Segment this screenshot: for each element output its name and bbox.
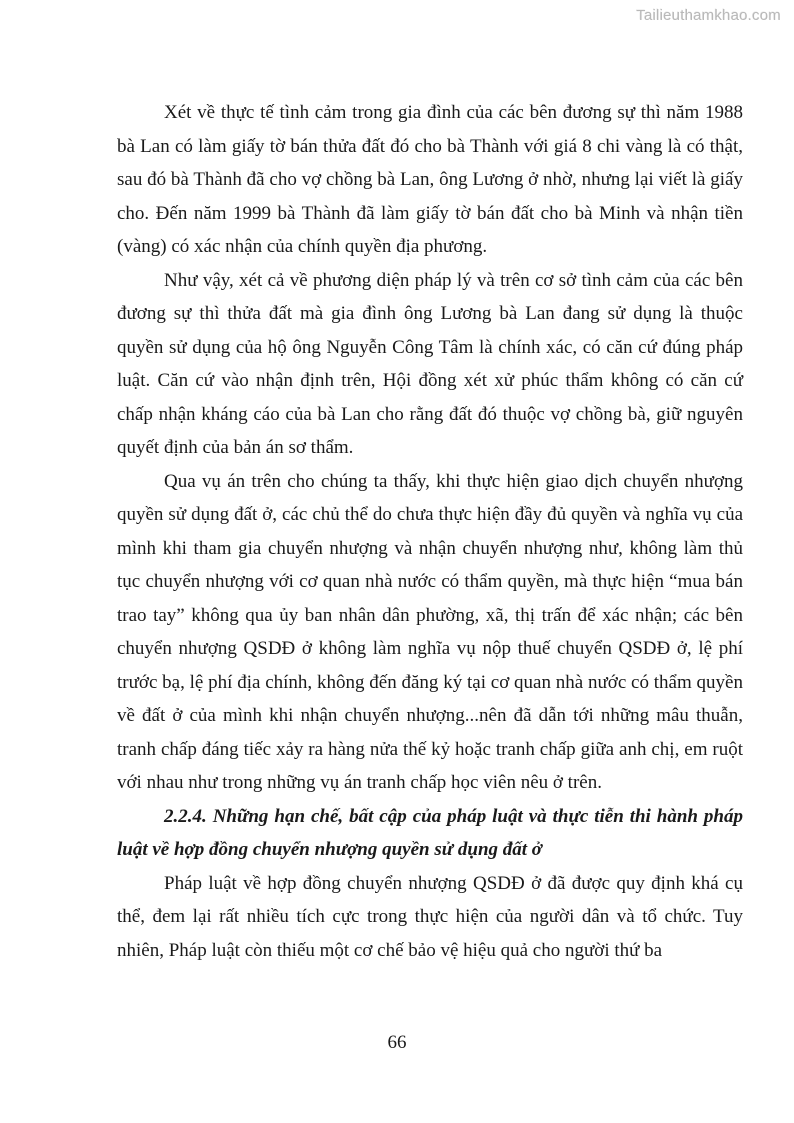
page-number: 66 <box>387 1032 407 1053</box>
section-heading-2-2-4: 2.2.4. Những hạn chế, bất cập của pháp luật và thực tiễn thi hành pháp luật về hợp đồng chuyển nhượng quyền sử dụng đất ở <box>117 805 743 860</box>
document-body <box>117 96 743 967</box>
paragraph-lesson-from-case: Qua vụ án trên cho chúng ta thấy, khi thực hiện giao dịch chuyển nhượng quyền sử dụng đất ở, các chủ thể do chưa thực hiện đầy đủ quyền và nghĩa vụ của mình khi tham gia chuyển nhượng và nhận chuyển nhượng như, không làm thủ tục chuyển nhượng với cơ quan nhà nước có thẩm quyền, mà thực hiện “mua bán trao tay” không qua ủy ban nhân dân phường, xã, thị trấn để xác nhận; các bên chuyển nhượng QSDĐ ở không làm nghĩa vụ nộp thuế chuyển QSDĐ ở, lệ phí trước bạ, lệ phí địa chính, không đến đăng ký tại cơ quan nhà nước có thẩm quyền về đất ở của mình khi nhận chuyển nhượng...nên đã dẫn tới những mâu thuẫn, tranh chấp đáng tiếc xảy ra hàng nửa thế kỷ hoặc tranh chấp giữa anh chị, em ruột với nhau như trong những vụ án tranh chấp học viên nêu ở trên. <box>117 470 743 793</box>
paragraph-law-limitations: Pháp luật về hợp đồng chuyển nhượng QSDĐ ở đã được quy định khá cụ thể, đem lại rất nhiều tích cực trong thực hiện của người dân và tổ chức. Tuy nhiên, Pháp luật còn thiếu một cơ chế bảo vệ hiệu quả cho người thứ ba <box>117 872 743 961</box>
paragraph-legal-assessment: Như vậy, xét cả về phương diện pháp lý và trên cơ sở tình cảm của các bên đương sự thì thửa đất mà gia đình ông Lương bà Lan đang sử dụng là thuộc quyền sử dụng của hộ ông Nguyễn Công Tâm là chính xác, có căn cứ đúng pháp luật. Căn cứ vào nhận định trên, Hội đồng xét xử phúc thẩm không có căn cứ chấp nhận kháng cáo của bà Lan cho rằng đất đó thuộc vợ chồng bà, giữ nguyên quyết định của bản án sơ thẩm. <box>117 269 743 458</box>
watermark: Tailieuthamkhao.com <box>636 7 781 24</box>
paragraph-case-facts: Xét về thực tế tình cảm trong gia đình của các bên đương sự thì năm 1988 bà Lan có làm giấy tờ bán thửa đất đó cho bà Thành với giá 8 chi vàng là có thật, sau đó bà Thành đã cho vợ chồng bà Lan, ông Lương ở nhờ, nhưng lại viết là giấy cho. Đến năm 1999 bà Thành đã làm giấy tờ bán đất cho bà Minh và nhận tiền (vàng) có xác nhận của chính quyền địa phương. <box>117 102 743 257</box>
